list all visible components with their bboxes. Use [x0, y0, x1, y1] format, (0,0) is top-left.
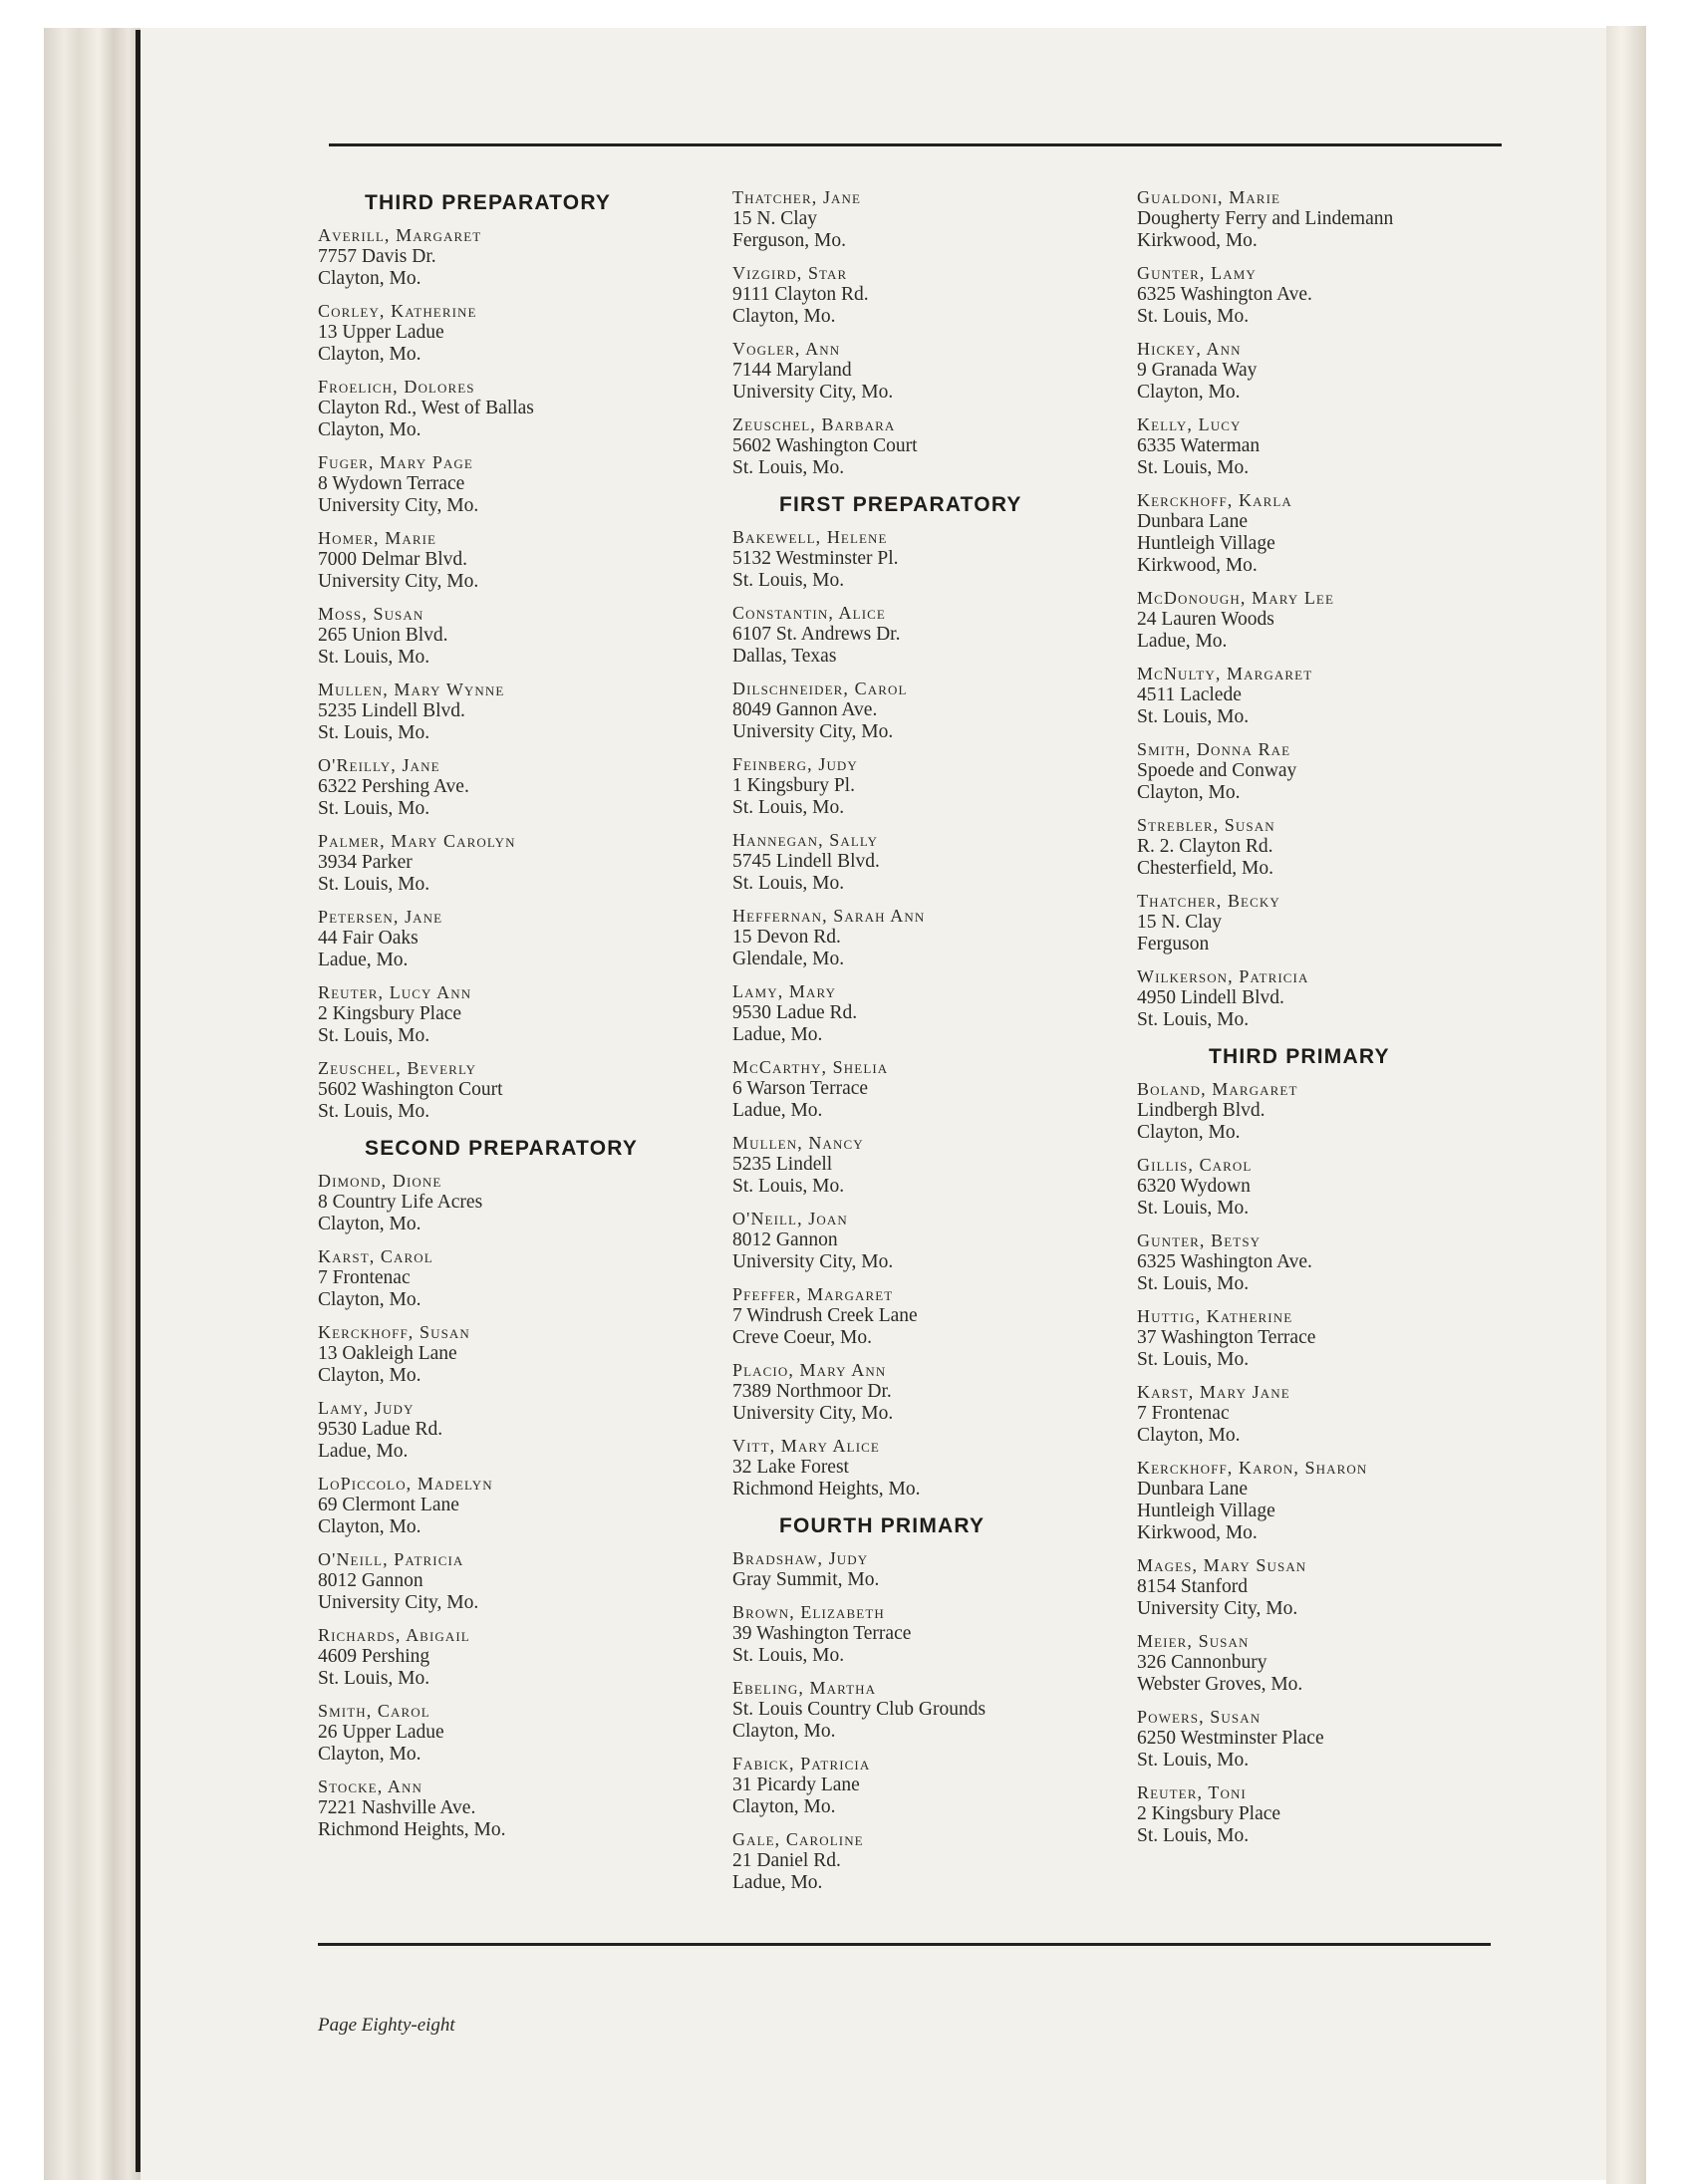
section-heading: FIRST PREPARATORY: [779, 493, 1022, 516]
address-line: 265 Union Blvd.: [318, 625, 448, 646]
student-name: Froelich, Dolores: [318, 377, 475, 397]
address-line: Ladue, Mo.: [732, 1024, 823, 1045]
directory-entry: [732, 187, 1111, 252]
directory-entry: [1137, 739, 1536, 804]
directory-entry: [1137, 1155, 1536, 1220]
address-line: 8049 Gannon Ave.: [732, 699, 878, 720]
directory-entry: [732, 1133, 1111, 1198]
address-line: 8154 Stanford: [1137, 1576, 1249, 1597]
address-line: R. 2. Clayton Rd.: [1137, 836, 1273, 857]
student-name: Kerckhoff, Karon, Sharon: [1137, 1458, 1368, 1478]
address-line: Ladue, Mo.: [318, 950, 409, 970]
directory-entry: [318, 1171, 697, 1235]
directory-column-2: [732, 187, 1111, 1905]
student-name: O'Reilly, Jane: [318, 755, 440, 775]
address-line: 15 N. Clay: [1137, 912, 1223, 933]
directory-entry: [1137, 339, 1536, 404]
address-line: 6325 Washington Ave.: [1137, 1251, 1312, 1272]
directory-entry: [732, 263, 1111, 328]
student-name: Powers, Susan: [1137, 1707, 1262, 1727]
student-name: Smith, Donna Rae: [1137, 739, 1291, 759]
student-name: LoPiccolo, Madelyn: [318, 1474, 493, 1494]
student-name: Karst, Carol: [318, 1246, 433, 1266]
student-name: Constantin, Alice: [732, 603, 886, 623]
directory-entry: [318, 1625, 697, 1690]
address-line: Lindbergh Blvd.: [1137, 1100, 1266, 1121]
student-name: Lamy, Judy: [318, 1398, 415, 1418]
student-name: Homer, Marie: [318, 528, 437, 548]
student-name: Petersen, Jane: [318, 907, 443, 927]
student-name: O'Neill, Joan: [732, 1209, 848, 1228]
section-heading: THIRD PRIMARY: [1209, 1045, 1390, 1068]
address-line: 8012 Gannon: [732, 1229, 838, 1250]
address-line: Kirkwood, Mo.: [1137, 230, 1258, 251]
address-line: University City, Mo.: [1137, 1598, 1298, 1619]
directory-entry: [1137, 187, 1536, 252]
address-line: Creve Coeur, Mo.: [732, 1327, 873, 1348]
address-line: Dallas, Texas: [732, 646, 837, 667]
directory-page: [141, 28, 1606, 2180]
page-number-label: Page Eighty-eight: [318, 2015, 455, 2036]
address-line: Ferguson: [1137, 934, 1210, 955]
directory-entry: [318, 301, 697, 366]
directory-entry: [732, 603, 1111, 668]
address-line: St. Louis, Mo.: [732, 797, 845, 818]
directory-section: [732, 1514, 1111, 1894]
address-line: Richmond Heights, Mo.: [732, 1479, 921, 1500]
directory-entry: [318, 1776, 697, 1841]
student-name: Mages, Mary Susan: [1137, 1555, 1307, 1575]
student-name: Gualdoni, Marie: [1137, 187, 1281, 207]
directory-entry: [318, 680, 697, 744]
address-line: St. Louis, Mo.: [1137, 1273, 1250, 1294]
directory-entry: [318, 1398, 697, 1463]
student-name: Pfeffer, Margaret: [732, 1284, 894, 1304]
address-line: University City, Mo.: [732, 1403, 894, 1424]
address-line: 24 Lauren Woods: [1137, 609, 1274, 630]
student-name: Moss, Susan: [318, 604, 424, 624]
address-line: Clayton, Mo.: [732, 1796, 836, 1817]
address-line: 7144 Maryland: [732, 360, 852, 381]
address-line: 69 Clermont Lane: [318, 1495, 459, 1515]
directory-entry: [1137, 1382, 1536, 1447]
section-heading: SECOND PREPARATORY: [365, 1137, 639, 1160]
address-line: Clayton, Mo.: [318, 1516, 422, 1537]
address-line: 13 Oakleigh Lane: [318, 1343, 457, 1364]
address-line: Huntleigh Village: [1137, 1501, 1275, 1521]
address-line: Clayton, Mo.: [318, 1214, 422, 1234]
student-name: Stocke, Ann: [318, 1776, 422, 1796]
directory-column-3: [1137, 187, 1536, 1858]
student-name: Heffernan, Sarah Ann: [732, 906, 926, 926]
directory-entry: [1137, 891, 1536, 956]
directory-entry: [1137, 966, 1536, 1031]
section-heading: THIRD PREPARATORY: [365, 191, 612, 214]
address-line: 31 Picardy Lane: [732, 1774, 860, 1795]
directory-column-1: [318, 187, 697, 1852]
address-line: St. Louis, Mo.: [318, 798, 430, 819]
student-name: McNulty, Margaret: [1137, 664, 1313, 683]
directory-entry: [732, 1678, 1111, 1743]
student-name: Bakewell, Helene: [732, 527, 888, 547]
book-page-edges-right: [1606, 26, 1646, 2184]
address-line: 7 Windrush Creek Lane: [732, 1305, 918, 1326]
student-name: Averill, Margaret: [318, 225, 482, 245]
address-line: 5745 Lindell Blvd.: [732, 851, 880, 872]
address-line: St. Louis, Mo.: [1137, 1750, 1250, 1771]
student-name: Fabick, Patricia: [732, 1754, 871, 1774]
address-line: Kirkwood, Mo.: [1137, 1522, 1258, 1543]
address-line: St. Louis, Mo.: [1137, 1825, 1250, 1846]
address-line: Ladue, Mo.: [732, 1100, 823, 1121]
student-name: Gale, Caroline: [732, 1829, 864, 1849]
address-line: St. Louis, Mo.: [1137, 1009, 1250, 1030]
student-name: Mullen, Nancy: [732, 1133, 864, 1153]
directory-section: [732, 187, 1111, 479]
address-line: Ladue, Mo.: [318, 1441, 409, 1462]
student-name: Gunter, Betsy: [1137, 1230, 1262, 1250]
directory-entry: [732, 339, 1111, 404]
student-name: Zeuschel, Barbara: [732, 414, 896, 434]
student-name: Wilkerson, Patricia: [1137, 966, 1309, 986]
address-line: Dunbara Lane: [1137, 1479, 1248, 1500]
directory-entry: [318, 831, 697, 896]
address-line: 32 Lake Forest: [732, 1457, 849, 1478]
student-name: Gunter, Lamy: [1137, 263, 1257, 283]
address-line: Kirkwood, Mo.: [1137, 555, 1258, 576]
directory-entry: [1137, 1555, 1536, 1620]
directory-entry: [1137, 263, 1536, 328]
directory-entry: [318, 755, 697, 820]
address-line: Huntleigh Village: [1137, 533, 1275, 554]
student-name: Corley, Katherine: [318, 301, 477, 321]
directory-entry: [732, 1829, 1111, 1894]
directory-entry: [318, 377, 697, 441]
address-line: 2 Kingsbury Place: [1137, 1803, 1281, 1824]
address-line: Clayton, Mo.: [318, 1744, 422, 1765]
address-line: Clayton, Mo.: [732, 306, 836, 327]
address-line: 15 Devon Rd.: [732, 927, 841, 948]
address-line: St. Louis, Mo.: [318, 1668, 430, 1689]
directory-entry: [318, 982, 697, 1047]
student-name: Lamy, Mary: [732, 981, 837, 1001]
address-line: Webster Groves, Mo.: [1137, 1674, 1303, 1695]
student-name: Meier, Susan: [1137, 1631, 1250, 1651]
address-line: Clayton, Mo.: [732, 1721, 836, 1742]
address-line: 4609 Pershing: [318, 1646, 430, 1667]
student-name: Kerckhoff, Susan: [318, 1322, 470, 1342]
address-line: 13 Upper Ladue: [318, 322, 444, 343]
directory-entry: [318, 1246, 697, 1311]
student-name: Zeuschel, Beverly: [318, 1058, 477, 1078]
address-line: Clayton, Mo.: [318, 419, 422, 440]
directory-entry: [732, 981, 1111, 1046]
address-line: 5235 Lindell: [732, 1154, 833, 1175]
student-name: Dimond, Dione: [318, 1171, 442, 1191]
directory-entry: [732, 1360, 1111, 1425]
address-line: Glendale, Mo.: [732, 949, 845, 969]
address-line: 6107 St. Andrews Dr.: [732, 624, 901, 645]
address-line: St. Louis, Mo.: [1137, 306, 1250, 327]
directory-entry: [1137, 490, 1536, 577]
address-line: St. Louis, Mo.: [1137, 706, 1250, 727]
bottom-rule: [318, 1943, 1491, 1946]
student-name: Karst, Mary Jane: [1137, 1382, 1290, 1402]
directory-entry: [732, 679, 1111, 743]
address-line: 8012 Gannon: [318, 1570, 423, 1591]
directory-entry: [318, 1474, 697, 1538]
book-page-edges-left: [44, 28, 143, 2180]
directory-entry: [732, 1057, 1111, 1122]
address-line: St. Louis, Mo.: [732, 457, 845, 478]
directory-section: [318, 191, 697, 1123]
address-line: 7389 Northmoor Dr.: [732, 1381, 892, 1402]
address-line: Clayton, Mo.: [318, 344, 422, 365]
directory-entry: [318, 1058, 697, 1123]
address-line: 7 Frontenac: [1137, 1403, 1230, 1424]
student-name: Brown, Elizabeth: [732, 1602, 885, 1622]
address-line: 9111 Clayton Rd.: [732, 284, 869, 305]
address-line: University City, Mo.: [318, 571, 479, 592]
directory-entry: [318, 604, 697, 669]
address-line: 6325 Washington Ave.: [1137, 284, 1312, 305]
address-line: Clayton, Mo.: [318, 1289, 422, 1310]
directory-entry: [732, 906, 1111, 970]
address-line: 7221 Nashville Ave.: [318, 1797, 476, 1818]
student-name: Reuter, Toni: [1137, 1782, 1247, 1802]
address-line: 6335 Waterman: [1137, 435, 1261, 456]
address-line: University City, Mo.: [318, 1592, 479, 1613]
address-line: St. Louis, Mo.: [732, 1176, 845, 1197]
directory-entry: [318, 528, 697, 593]
address-line: 6250 Westminster Place: [1137, 1728, 1324, 1749]
student-name: Dilschneider, Carol: [732, 679, 908, 698]
address-line: Clayton, Mo.: [318, 1365, 422, 1386]
directory-entry: [1137, 1079, 1536, 1144]
directory-entry: [1137, 414, 1536, 479]
address-line: Clayton Rd., West of Ballas: [318, 398, 534, 418]
address-line: University City, Mo.: [732, 382, 894, 403]
address-line: 5132 Westminster Pl.: [732, 548, 899, 569]
address-line: 7757 Davis Dr.: [318, 246, 436, 267]
address-line: 5602 Washington Court: [732, 435, 918, 456]
directory-entry: [318, 1322, 697, 1387]
student-name: Fuger, Mary Page: [318, 452, 473, 472]
address-line: 2 Kingsbury Place: [318, 1003, 462, 1024]
address-line: Spoede and Conway: [1137, 760, 1297, 781]
address-line: Dougherty Ferry and Lindemann: [1137, 208, 1394, 229]
directory-entry: [1137, 1782, 1536, 1847]
student-name: Kerckhoff, Karla: [1137, 490, 1292, 510]
directory-entry: [1137, 664, 1536, 728]
directory-entry: [732, 527, 1111, 592]
address-line: 9 Granada Way: [1137, 360, 1258, 381]
address-line: University City, Mo.: [732, 1251, 894, 1272]
address-line: St. Louis, Mo.: [732, 570, 845, 591]
directory-entry: [318, 1701, 697, 1766]
directory-entry: [1137, 588, 1536, 653]
address-line: 9530 Ladue Rd.: [318, 1419, 443, 1440]
student-name: Hickey, Ann: [1137, 339, 1242, 359]
address-line: Clayton, Mo.: [1137, 1122, 1241, 1143]
directory-entry: [1137, 1707, 1536, 1772]
address-line: 26 Upper Ladue: [318, 1722, 444, 1743]
directory-entry: [318, 907, 697, 971]
student-name: Boland, Margaret: [1137, 1079, 1298, 1099]
student-name: Feinberg, Judy: [732, 754, 858, 774]
directory-entry: [318, 1549, 697, 1614]
address-line: St. Louis, Mo.: [318, 647, 430, 668]
student-name: Placio, Mary Ann: [732, 1360, 887, 1380]
directory-section: [732, 493, 1111, 1501]
student-name: Vizgird, Star: [732, 263, 848, 283]
address-line: 326 Cannonbury: [1137, 1652, 1268, 1673]
address-line: 6322 Pershing Ave.: [318, 776, 469, 797]
directory-section: [1137, 187, 1536, 1031]
directory-entry: [732, 414, 1111, 479]
student-name: Smith, Carol: [318, 1701, 430, 1721]
directory-entry: [1137, 1458, 1536, 1544]
address-line: Gray Summit, Mo.: [732, 1569, 880, 1590]
student-name: Vitt, Mary Alice: [732, 1436, 880, 1456]
directory-entry: [732, 830, 1111, 895]
address-line: Clayton, Mo.: [318, 268, 422, 289]
address-line: 7 Frontenac: [318, 1267, 411, 1288]
address-line: St. Louis, Mo.: [1137, 457, 1250, 478]
address-line: 8 Country Life Acres: [318, 1192, 483, 1213]
address-line: 6 Warson Terrace: [732, 1078, 869, 1099]
directory-entry: [1137, 1306, 1536, 1371]
address-line: 5602 Washington Court: [318, 1079, 503, 1100]
address-line: 7000 Delmar Blvd.: [318, 549, 468, 570]
address-line: 1 Kingsbury Pl.: [732, 775, 855, 796]
student-name: McCarthy, Shelia: [732, 1057, 889, 1077]
student-name: McDonough, Mary Lee: [1137, 588, 1335, 608]
address-line: St. Louis, Mo.: [1137, 1349, 1250, 1370]
address-line: Clayton, Mo.: [1137, 782, 1241, 803]
directory-entry: [732, 1436, 1111, 1501]
student-name: Mullen, Mary Wynne: [318, 680, 505, 699]
student-name: Huttig, Katherine: [1137, 1306, 1293, 1326]
address-line: St. Louis, Mo.: [318, 1101, 430, 1122]
student-name: Thatcher, Jane: [732, 187, 862, 207]
address-line: 3934 Parker: [318, 852, 413, 873]
student-name: Bradshaw, Judy: [732, 1548, 869, 1568]
directory-entry: [732, 1602, 1111, 1667]
address-line: 6320 Wydown: [1137, 1176, 1251, 1197]
address-line: 4950 Lindell Blvd.: [1137, 987, 1284, 1008]
address-line: St. Louis, Mo.: [732, 1645, 845, 1666]
student-name: Reuter, Lucy Ann: [318, 982, 472, 1002]
directory-entry: [732, 754, 1111, 819]
address-line: 9530 Ladue Rd.: [732, 1002, 858, 1023]
directory-entry: [732, 1209, 1111, 1273]
address-line: Ladue, Mo.: [732, 1872, 823, 1893]
address-line: University City, Mo.: [732, 721, 894, 742]
address-line: 39 Washington Terrace: [732, 1623, 912, 1644]
address-line: Clayton, Mo.: [1137, 382, 1241, 403]
address-line: St. Louis, Mo.: [318, 722, 430, 743]
directory-entry: [318, 225, 697, 290]
top-rule: [329, 143, 1502, 146]
student-name: Palmer, Mary Carolyn: [318, 831, 516, 851]
student-name: Kelly, Lucy: [1137, 414, 1242, 434]
student-name: Richards, Abigail: [318, 1625, 470, 1645]
address-line: Dunbara Lane: [1137, 511, 1248, 532]
address-line: St. Louis, Mo.: [732, 873, 845, 894]
address-line: 44 Fair Oaks: [318, 928, 419, 949]
address-line: Ferguson, Mo.: [732, 230, 846, 251]
address-line: St. Louis Country Club Grounds: [732, 1699, 986, 1720]
directory-entry: [318, 452, 697, 517]
address-line: 5235 Lindell Blvd.: [318, 700, 465, 721]
student-name: Thatcher, Becky: [1137, 891, 1280, 911]
address-line: 4511 Laclede: [1137, 684, 1242, 705]
student-name: Ebeling, Martha: [732, 1678, 877, 1698]
student-name: Strebler, Susan: [1137, 815, 1275, 835]
directory-section: [1137, 1045, 1536, 1847]
directory-entry: [1137, 1230, 1536, 1295]
address-line: 21 Daniel Rd.: [732, 1850, 841, 1871]
address-line: Ladue, Mo.: [1137, 631, 1228, 652]
address-line: St. Louis, Mo.: [318, 1025, 430, 1046]
student-name: Gillis, Carol: [1137, 1155, 1253, 1175]
directory-entry: [732, 1548, 1111, 1591]
address-line: Clayton, Mo.: [1137, 1425, 1241, 1446]
address-line: Chesterfield, Mo.: [1137, 858, 1274, 879]
address-line: University City, Mo.: [318, 495, 479, 516]
student-name: O'Neill, Patricia: [318, 1549, 464, 1569]
directory-entry: [732, 1284, 1111, 1349]
address-line: St. Louis, Mo.: [318, 874, 430, 895]
directory-section: [318, 1137, 697, 1841]
student-name: Hannegan, Sally: [732, 830, 879, 850]
student-name: Vogler, Ann: [732, 339, 841, 359]
address-line: 15 N. Clay: [732, 208, 818, 229]
address-line: Richmond Heights, Mo.: [318, 1819, 506, 1840]
address-line: 37 Washington Terrace: [1137, 1327, 1316, 1348]
directory-entry: [1137, 815, 1536, 880]
address-line: 8 Wydown Terrace: [318, 473, 465, 494]
address-line: St. Louis, Mo.: [1137, 1198, 1250, 1219]
section-heading: FOURTH PRIMARY: [779, 1514, 986, 1537]
directory-entry: [1137, 1631, 1536, 1696]
directory-entry: [732, 1754, 1111, 1818]
